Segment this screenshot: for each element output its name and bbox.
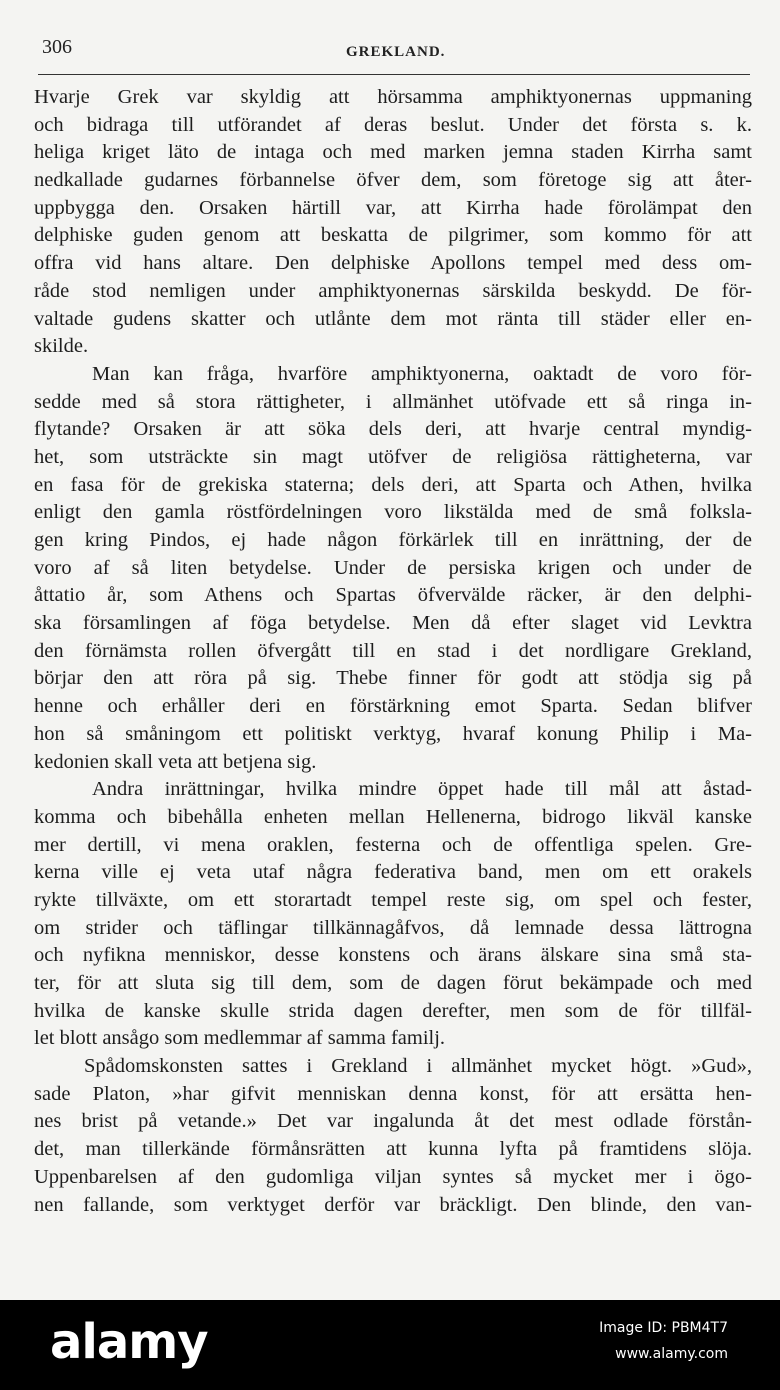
text-line: het, som utsträckte sin magt utöfver de religiösa rättigheterna, var	[34, 445, 752, 468]
page-header	[38, 36, 750, 76]
text-line: let blott ansågo som medlemmar af samma familj.	[34, 1027, 446, 1050]
text-line: mer dertill, vi mena oraklen, festerna och de offentliga spelen. Gre-	[34, 833, 752, 856]
text-line: nes brist på vetande.» Det var ingalunda åt det mest odlade förstån-	[34, 1110, 752, 1133]
footer-url: www.alamy.com	[615, 1346, 728, 1362]
text-line: skilde.	[34, 335, 89, 358]
text-line: om strider och täflingar tillkännagåfvos, då lemnade dessa lättrogna	[34, 916, 752, 939]
text-line: åttatio år, som Athens och Spartas öfvervälde räcker, är den delphi-	[34, 584, 752, 607]
text-line: komma och bibehålla enheten mellan Hellenerna, bidrogo likväl kanske	[34, 805, 752, 828]
text-line: uppbygga den. Orsaken härtill var, att Kirrha hade förolämpat den	[34, 196, 752, 219]
text-line: heliga kriget läto de intaga och med marken jemna staden Kirrha samt	[34, 141, 752, 164]
running-head: GREKLAND.	[346, 44, 446, 60]
text-line: hon så småningom ett politiskt verktyg, hvaraf konung Philip i Ma-	[34, 722, 752, 745]
alamy-logo: alamy	[50, 1314, 208, 1370]
text-line: Spådomskonsten sattes i Grekland i allmänhet mycket högt. »Gud»,	[84, 1055, 752, 1078]
text-line: en fasa för de grekiska staterna; dels deri, att Sparta och Athen, hvilka	[34, 473, 752, 496]
text-line: valtade gudens skatter och utlånte dem mot ränta till städer eller en-	[34, 307, 752, 330]
text-line: Hvarje Grek var skyldig att hörsamma amphiktyonernas uppmaning	[34, 86, 752, 108]
text-line: råde stod nemligen under amphiktyonernas särskilda beskydd. De för-	[34, 279, 752, 302]
image-id-label: Image ID: PBM4T7	[599, 1320, 728, 1336]
text-line: nedkallade gudarnes förbannelse öfver dem, som företoge sig att åter-	[34, 169, 752, 192]
text-line: Andra inrättningar, hvilka mindre öppet hade till mål att åstad-	[92, 778, 752, 801]
text-line: och nyfikna menniskor, desse konstens och ärans älskare sina små sta-	[34, 944, 752, 967]
text-line: Uppenbarelsen af den gudomliga viljan syntes så mycket mer i ögo-	[34, 1165, 752, 1188]
header-rule	[38, 74, 750, 75]
text-line: ter, för att sluta sig till dem, som de dagen förut bekämpade och med	[34, 972, 752, 994]
text-line: kedonien skall veta att betjena sig.	[34, 750, 317, 773]
text-line: sade Platon, »har gifvit menniskan denna konst, för att ersätta hen-	[34, 1082, 752, 1105]
text-line: henne och erhåller deri en förstärkning emot Sparta. Sedan blifver	[34, 695, 752, 718]
text-line: gen kring Pindos, ej hade någon förkärlek till en inrättning, der de	[34, 529, 752, 551]
text-line: rykte tillväxte, om ett storartadt tempel reste sig, om spel och fester,	[34, 888, 752, 911]
text-line: delphiske guden genom att beskatta de pilgrimer, som kommo för att	[34, 224, 752, 247]
text-line: Man kan fråga, hvarföre amphiktyonerna, oaktadt de voro för-	[92, 362, 752, 385]
text-line: offra vid hans altare. Den delphiske Apollons tempel med dess om-	[34, 252, 752, 275]
text-line: voro af så liten betydelse. Under de persiska krigen och under de	[34, 556, 752, 579]
text-line: enligt den gamla röstfördelningen voro likstälda med de små folksla-	[34, 501, 752, 524]
body-text	[34, 84, 752, 1219]
text-line: sedde med så stora rättigheter, i allmänhet utöfvade ett så ringa in-	[34, 390, 752, 413]
text-line: nen fallande, som verktyget derför var bräckligt. Den blinde, den van-	[34, 1193, 752, 1216]
text-line: börjar den att röra på sig. Thebe finner för godt att stödja sig på	[34, 667, 752, 690]
text-line: kerna ville ej veta utaf några federativa band, men om ett orakels	[34, 861, 752, 884]
text-line: det, man tillerkände förmånsrätten att kunna lyfta på framtidens slöja.	[34, 1138, 752, 1161]
watermark-footer	[0, 1300, 780, 1390]
text-line: och bidraga till utförandet af deras beslut. Under det första s. k.	[34, 113, 752, 136]
text-line: flytande? Orsaken är att söka dels deri, att hvarje central myndig-	[34, 418, 752, 441]
text-line: hvilka de kanske skulle strida dagen derefter, men som de för tillfäl-	[34, 999, 752, 1022]
page-number: 306	[42, 36, 72, 58]
text-line: den förnämsta rollen öfvergått till en stad i det nordligare Grekland,	[34, 639, 752, 662]
text-line: ska församlingen af föga betydelse. Men då efter slaget vid Levktra	[34, 612, 752, 635]
